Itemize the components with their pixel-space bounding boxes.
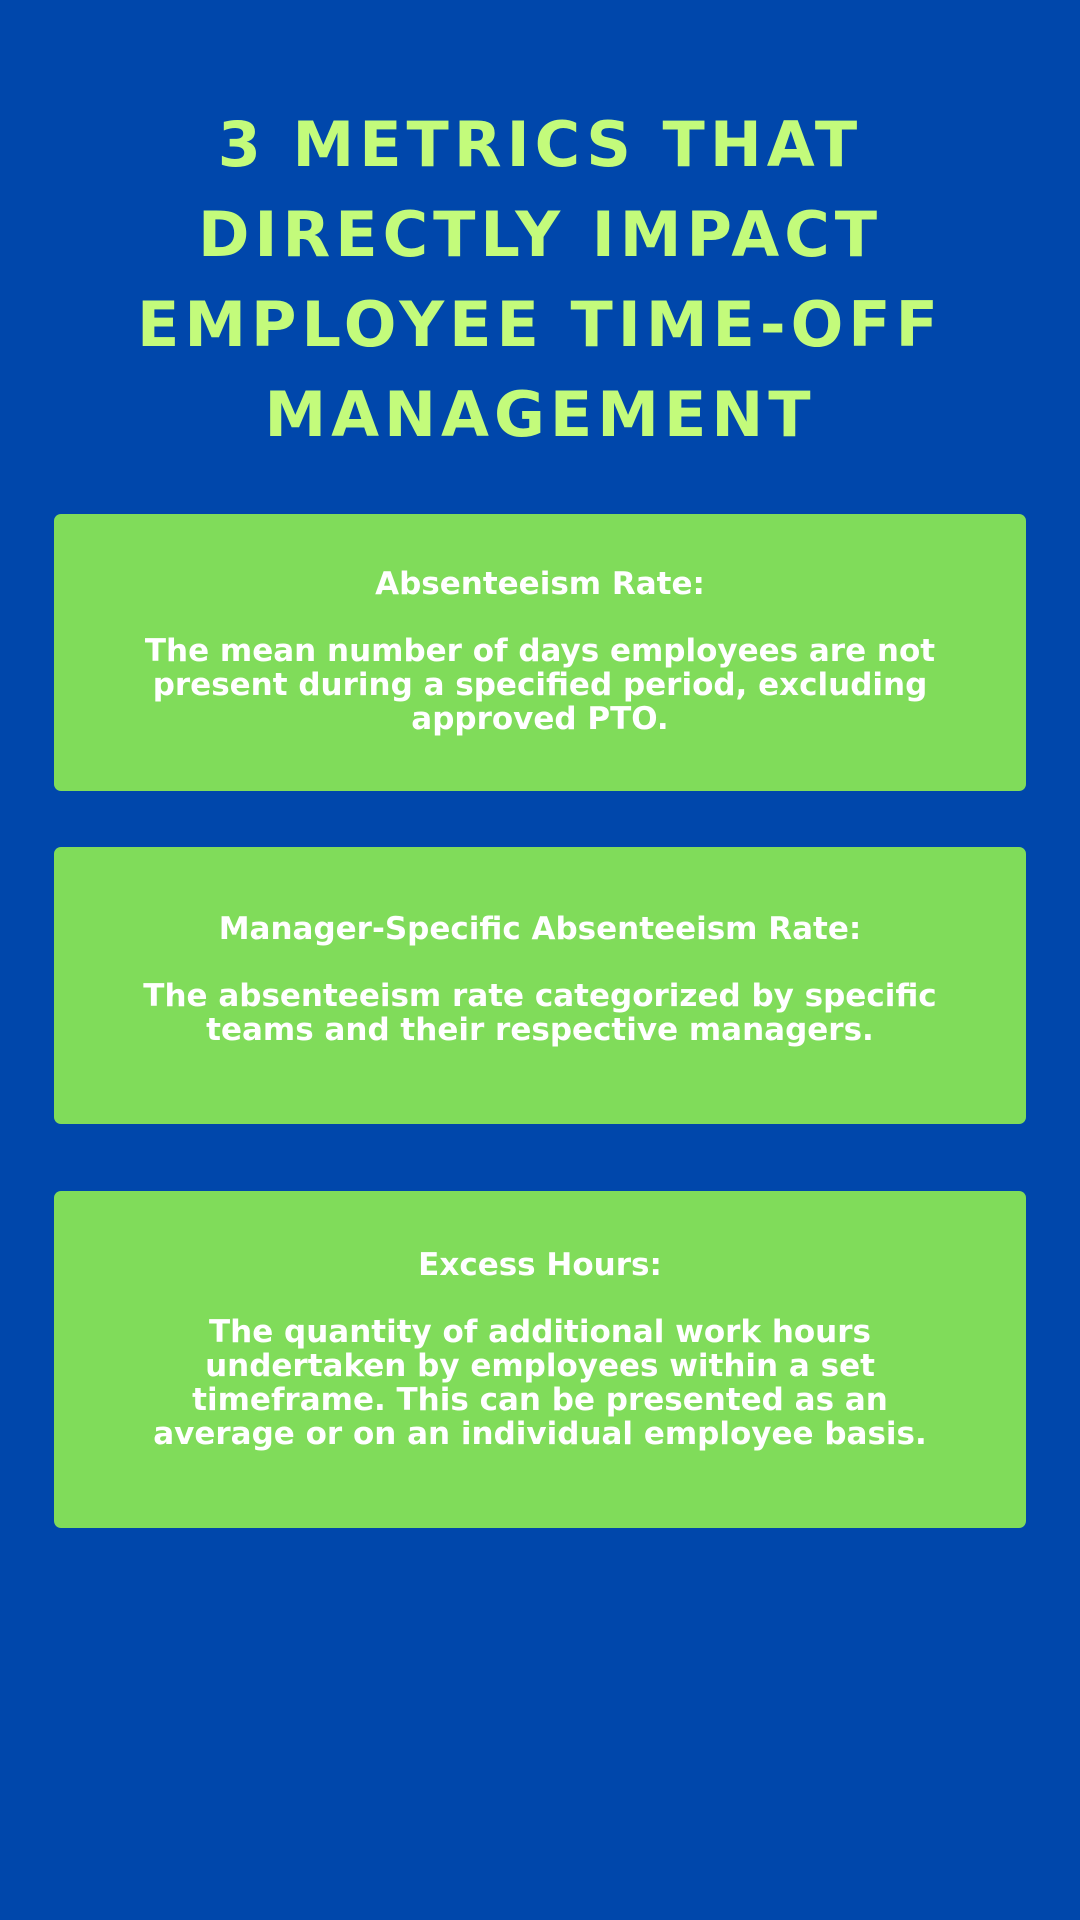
metric-card-excess-hours: [54, 1191, 1026, 1528]
metric-card-absenteeism-rate: [54, 514, 1026, 791]
metric-card-heading: Absenteeism Rate:: [375, 566, 705, 602]
title-line: EMPLOYEE TIME-OFF: [136, 288, 944, 361]
description-line: timeframe. This can be presented as an: [192, 1382, 888, 1418]
title-line: DIRECTLY IMPACT: [197, 198, 883, 271]
description-line: The absenteeism rate categorized by specific: [143, 978, 937, 1014]
title-line: MANAGEMENT: [264, 378, 816, 451]
metric-card-description: [124, 1315, 956, 1451]
metric-card-heading: Manager-Specific Absenteeism Rate:: [218, 911, 862, 947]
metric-card-description: [124, 979, 956, 1047]
description-line: undertaken by employees within a set: [205, 1348, 875, 1384]
description-line: The quantity of additional work hours: [208, 1314, 871, 1350]
metric-card-manager-specific-absenteeism-rate: [54, 847, 1026, 1124]
description-line: present during a specified period, excluding: [152, 667, 928, 703]
metric-card-heading: Excess Hours:: [418, 1247, 662, 1283]
description-line: teams and their respective managers.: [206, 1012, 874, 1048]
metric-card-description: [124, 634, 956, 736]
title-line: 3 METRICS THAT: [217, 108, 863, 181]
page-title: [60, 100, 1020, 460]
description-line: average or on an individual employee basis.: [153, 1416, 927, 1452]
description-line: The mean number of days employees are not: [144, 633, 936, 669]
description-line: approved PTO.: [411, 701, 669, 737]
